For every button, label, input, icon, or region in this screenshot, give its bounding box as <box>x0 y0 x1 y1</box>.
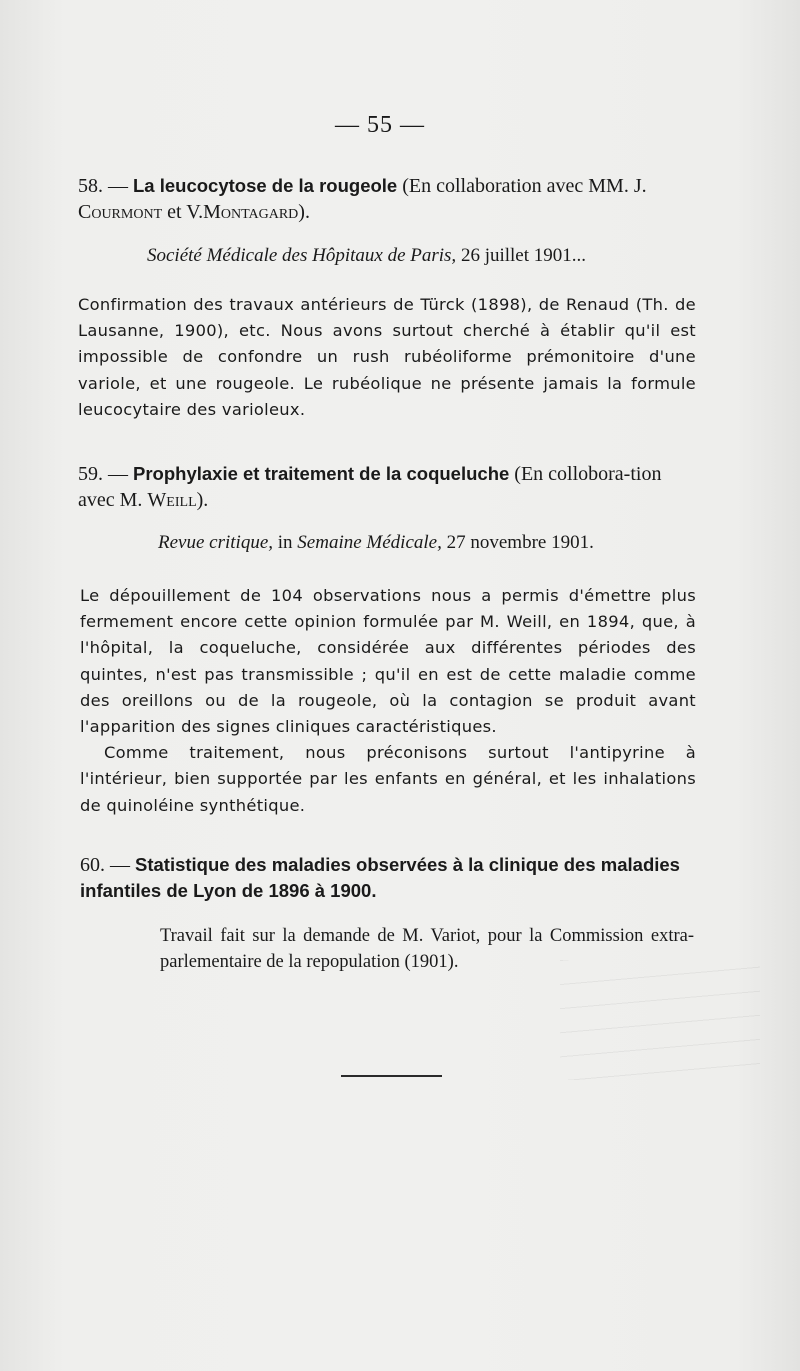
entry-59-source-journal: Semaine Médicale, <box>297 532 442 553</box>
page-number: — 55 — <box>335 112 425 138</box>
entry-59-heading <box>78 461 694 513</box>
entry-58-collab-suffix: ). <box>298 201 310 223</box>
entry-58-collab-prefix: (En collaboration avec MM. J. <box>402 175 647 197</box>
entry-59-paragraph-2: Comme traitement, nous préconisons surtout l'antipyrine à l'intérieur, bien supportée par les enfants en général, et les inhalations de quinoléine synthétique. <box>80 743 696 815</box>
entry-60-note: Travail fait sur la demande de M. Variot, pour la Commission extra-parlementaire de la repopulation (1901). <box>160 926 694 972</box>
entry-58-collab-mid: et V. <box>167 201 204 223</box>
entry-58-collab-name-1: Courmont <box>78 201 163 223</box>
closing-rule <box>341 1075 442 1077</box>
entry-59-collab-name: Weill <box>147 489 197 511</box>
entry-58-paragraph: Confirmation des travaux antérieurs de Türck (1898), de Renaud (Th. de Lausanne, 1900), etc. Nous avons surtout cherché à établir qu'il est impossible de confondre un rush rubéoliforme prémonitoire d'une variole, et une rougeole. Le rubéolique ne présente jamais la formule leucocytaire des varioleux. <box>78 295 696 419</box>
entry-58-source-journal: Société Médicale des Hôpitaux de Paris, <box>147 245 457 266</box>
entry-58-collab-name-2: Montagard <box>203 201 299 223</box>
entry-59-body <box>80 583 696 819</box>
entry-58-source <box>147 243 586 269</box>
entry-59-title: Prophylaxie et traitement de la coqueluche <box>133 463 510 484</box>
entry-58-body <box>78 292 696 423</box>
entry-58-source-date: 26 juillet 1901... <box>460 245 587 266</box>
entry-59-source-date: 27 novembre 1901. <box>446 532 594 553</box>
entry-59-source-in: in <box>277 532 293 553</box>
entry-60-number: 60. — <box>80 854 130 876</box>
entry-60-title: Statistique des maladies observées à la clinique des maladies infantiles de Lyon de 1896 à 1900. <box>80 854 680 901</box>
entry-59-source-review: Revue critique, <box>158 532 274 553</box>
entry-58-number: 58. — <box>78 175 128 197</box>
entry-59-collab-prefix: (En collobora-tion avec M. <box>78 463 662 511</box>
entry-60-heading <box>80 852 696 904</box>
entry-59-collab-suffix: ). <box>196 489 209 511</box>
entry-59-number: 59. — <box>78 463 128 485</box>
bleed-through-texture <box>560 960 760 1080</box>
entry-59-paragraph-1: Le dépouillement de 104 observations nous a permis d'émettre plus fermement encore cette opinion formulée par M. Weill, en 1894, que, à l'hôpital, la coqueluche, considérée aux différentes périodes des quintes, n'est pas transmissible ; qu'il en est de cette maladie comme des oreillons ou de la rougeole, où la contagion se produit avant l'apparition des signes cliniques caractéristiques. <box>80 586 696 737</box>
entry-59-source <box>158 530 594 556</box>
entry-58-title: La leucocytose de la rougeole <box>133 175 398 196</box>
entry-58-heading <box>78 173 698 225</box>
